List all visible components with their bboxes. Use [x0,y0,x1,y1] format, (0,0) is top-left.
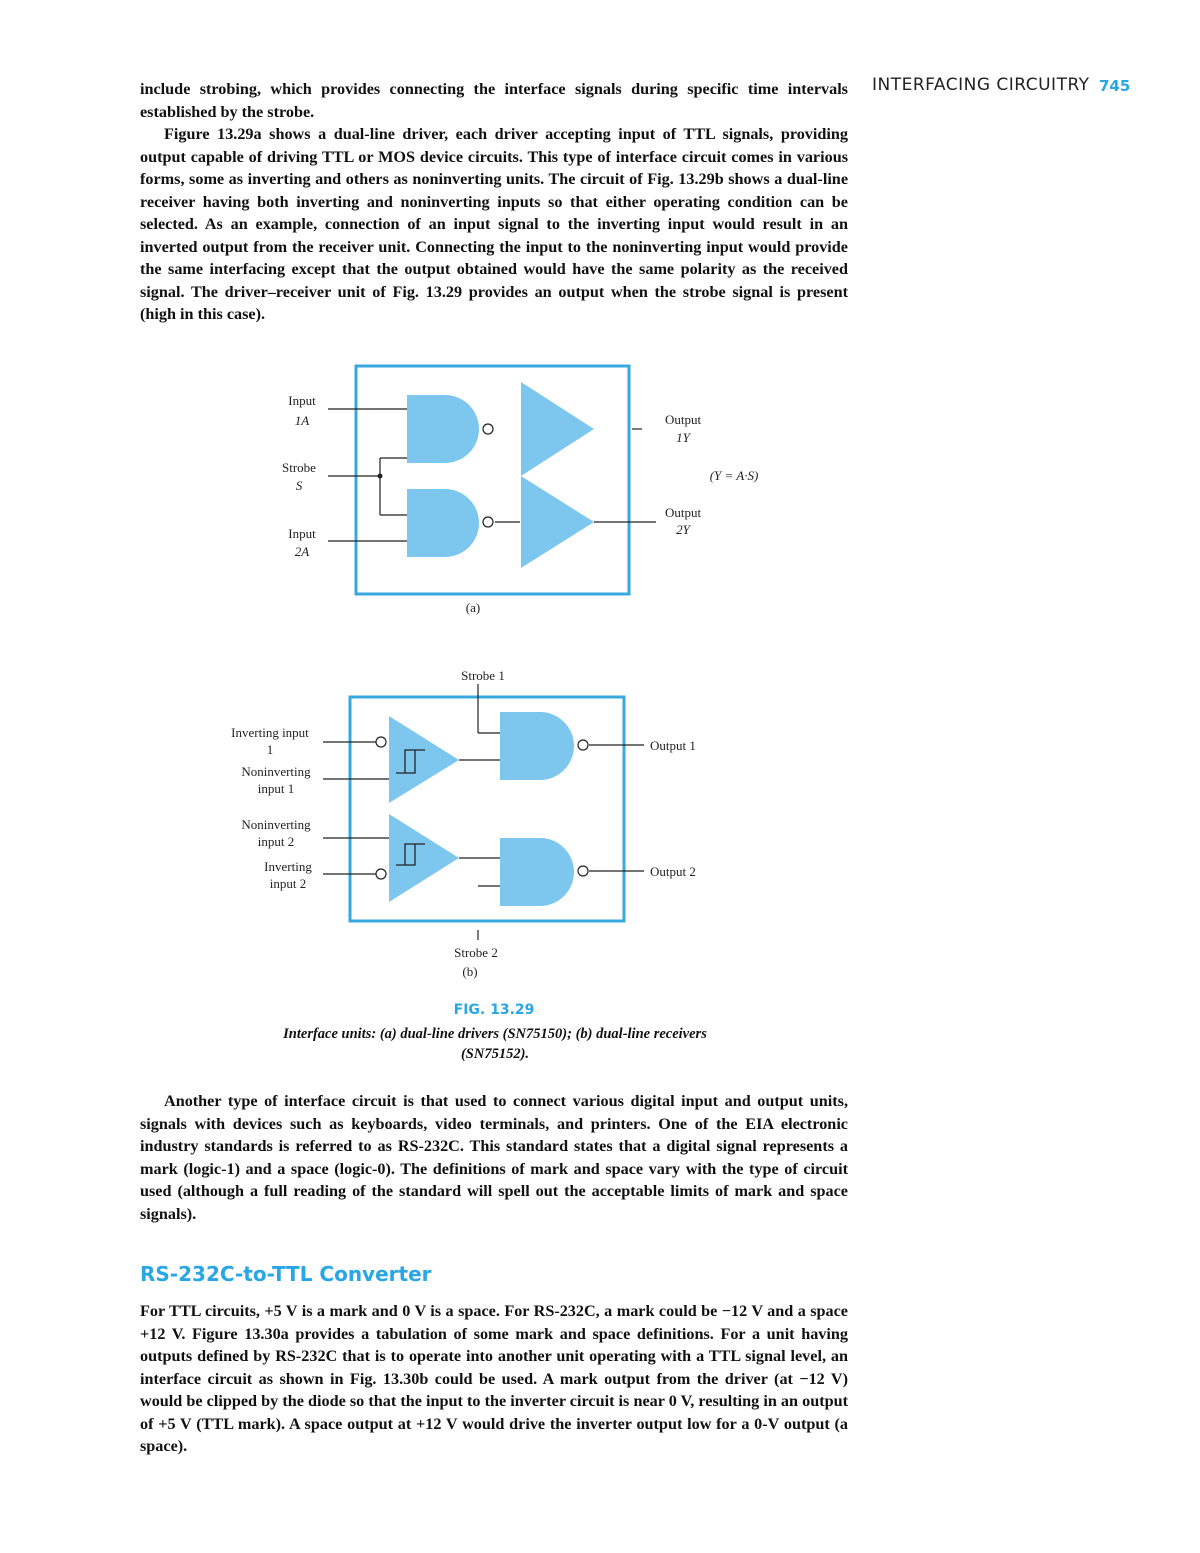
label-output-2: Output 2 [650,864,696,879]
label-output-1y: Output [664,412,702,427]
svg-text:1A: 1A [294,413,310,428]
input-bubble-1 [376,737,386,747]
label-strobe-2: Strobe 2 [454,945,498,960]
receiver-triangle-2 [389,814,459,902]
label-strobe-s: Strobe [282,460,316,475]
buffer-triangle-2 [521,476,594,568]
figure-label: FIG. 13.29 [453,1002,535,1018]
label-inverting-input-1: Inverting input [231,725,309,740]
body-paragraph-2: Figure 13.29a shows a dual-line driver, each driver accepting input of TTL signals, providing output capable of driving TTL or MOS device circuits. This type of interface circuit comes in various forms, some as inverting and others as noninverting units. The circuit of Fig. 13.29b shows a dual-line receiver having both inverting and noninverting inputs so that either operating condition can be selected. As an example, connection of an input signal to the inverting input would result in an inverted output from the receiver unit. Connecting the input to the noninverting input would provide the same interfacing except that the output obtained would have the same polarity as the received signal. The driver–receiver unit of Fig. 13.29 provides an output when the strobe signal is present (high in this case). [140,125,848,323]
label-equation: (Y = A·S) [709,468,759,483]
page-number: 745 [1099,77,1131,95]
inversion-bubble-1 [483,424,493,434]
running-header-title: INTERFACING CIRCUITRY [872,75,1090,95]
driver-box [356,366,629,594]
inversion-bubble-2 [483,517,493,527]
label-input-1a: Input [288,393,316,408]
figure-caption: Interface units: (a) dual-line drivers (SN75150); (b) dual-line receivers (SN75152). [283,1026,707,1062]
svg-text:1Y: 1Y [676,430,690,445]
receiver-and-gate-2 [500,838,574,906]
section-heading: RS-232C-to-TTL Converter [140,1262,432,1286]
body-paragraph-4: For TTL circuits, +5 V is a mark and 0 V is a space. For RS-232C, a mark could be −12 V and a space +12 V. Figure 13.30a provides a tabulation of some mark and space definitions. For a unit having outputs defined by RS-232C that is to operate into another unit operating with a TTL signal level, an interface circuit as shown in Fig. 13.30b could be used. A mark output from the driver (at −12 V) would be clipped by the diode so that the input to the inverter circuit is near 0 V, resulting in an output of +5 V (TTL mark). A space output at +12 V would drive the inverter output low for a 0-V output (a space). [140,1302,848,1455]
input-bubble-2 [376,869,386,879]
svg-text:input 2: input 2 [257,834,295,849]
svg-text:2A: 2A [294,544,310,559]
receiver-triangle-1 [389,716,459,803]
label-noninverting-input-1: Noninverting [241,764,311,779]
body-paragraph-1: include strobing, which provides connecting the interface signals during specific time intervals established by the strobe. [140,80,848,121]
svg-text:1: 1 [266,742,274,757]
svg-text:2Y: 2Y [676,522,690,537]
label-strobe-1: Strobe 1 [461,668,505,683]
and-gate-2 [407,489,479,557]
svg-text:input 1: input 1 [257,781,295,796]
sublabel-b: (b) [462,964,478,979]
and-gate-1 [407,395,479,463]
body-paragraph-3: Another type of interface circuit is that used to connect various digital input and output units, signals with devices such as keyboards, video terminals, and printers. One of the EIA electronic industry standards is referred to as RS-232C. This standard states that a digital signal represents a mark (logic-1) and a space (logic-0). The definitions of mark and space vary with the type of circuit used (although a full reading of the standard will spell out the acceptable limits of mark and space signals). [140,1092,848,1223]
receiver-and-gate-1 [500,712,574,780]
svg-text:input 2: input 2 [269,876,307,891]
label-output-2y: Output [664,505,702,520]
label-input-2a: Input [288,526,316,541]
svg-text:S: S [295,478,303,493]
label-output-1: Output 1 [650,738,696,753]
sublabel-a: (a) [465,600,481,615]
buffer-triangle-1 [521,382,594,476]
label-inverting-input-2: Inverting [264,859,312,874]
label-noninverting-input-2: Noninverting [241,817,311,832]
